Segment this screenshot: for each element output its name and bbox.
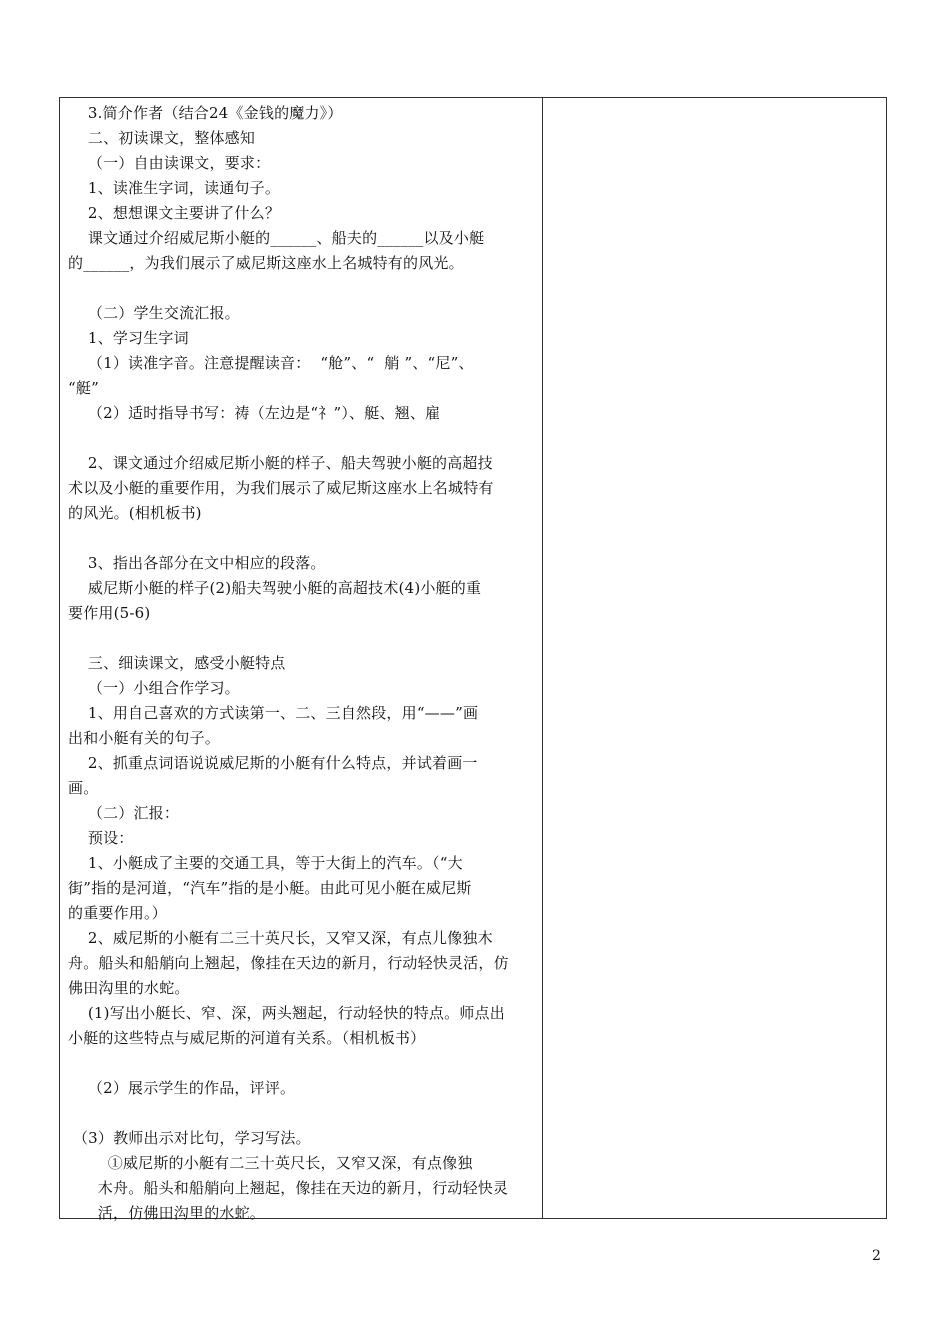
blank-line — [68, 426, 536, 451]
text-line: 术以及小艇的重要作用，为我们展示了威尼斯这座水上名城特有 — [68, 479, 494, 497]
text-line: （一）小组合作学习。 — [68, 679, 240, 697]
text-line: 3、指出各部分在文中相应的段落。 — [68, 554, 326, 572]
text-line: 三、细读课文，感受小艇特点 — [68, 654, 286, 672]
text-line: （二）学生交流汇报。 — [68, 304, 240, 322]
text-line: 1、读准生字词，读通句子。 — [68, 179, 281, 197]
text-line: 1、用自己喜欢的方式读第一、二、三自然段，用“——”画 — [68, 704, 479, 722]
text-line: （1）读准字音。注意提醒读音： “舱”、“ 艄 ”、“尼”、 — [68, 354, 474, 372]
text-line: 出和小艇有关的句子。 — [68, 729, 221, 747]
text-line: 1、小艇成了主要的交通工具，等于大街上的汽车。（“大 — [68, 854, 463, 872]
text-line: ①威尼斯的小艇有二三十英尺长，又窄又深，有点像独 — [68, 1154, 473, 1172]
text-line: （3）教师出示对比句，学习写法。 — [68, 1129, 311, 1147]
blank-line — [68, 526, 536, 551]
text-line: 的重要作用。） — [68, 904, 167, 922]
text-line: 课文通过介绍威尼斯小艇的______、船夫的______以及小艇 — [68, 229, 485, 247]
text-line: 的风光。(相机板书) — [68, 504, 202, 522]
column-divider — [542, 98, 543, 1218]
text-line: 活，仿佛田沟里的水蛇。 — [68, 1204, 266, 1222]
text-line: 2、课文通过介绍威尼斯小艇的样子、船夫驾驶小艇的高超技 — [68, 454, 493, 472]
text-line: 1、学习生字词 — [68, 329, 189, 347]
text-line: 木舟。船头和船艄向上翘起，像挂在天边的新月，行动轻快灵 — [68, 1179, 509, 1197]
text-line: （二）汇报： — [68, 804, 180, 822]
text-line: 街”指的是河道，“汽车”指的是小艇。由此可见小艇在威尼斯 — [68, 879, 472, 897]
text-line: 要作用(5-6) — [68, 604, 151, 622]
blank-line — [68, 276, 536, 301]
text-line: 3.简介作者（结合24《金钱的魔力》） — [68, 104, 343, 122]
text-line: 2、想想课文主要讲了什么？ — [68, 204, 281, 222]
text-line: （2）展示学生的作品，评评。 — [68, 1079, 296, 1097]
blank-line — [68, 1101, 536, 1126]
text-line: 2、威尼斯的小艇有二三十英尺长，又窄又深，有点儿像独木 — [68, 929, 493, 947]
text-line: 画。 — [68, 779, 99, 797]
blank-line — [68, 1051, 536, 1076]
text-line: 预设： — [68, 829, 134, 847]
lesson-content-cell — [68, 101, 536, 1226]
text-line: 二、初读课文，整体感知 — [68, 129, 256, 147]
text-line: 的______，为我们展示了威尼斯这座水上名城特有的风光。 — [68, 254, 464, 272]
blank-line — [68, 626, 536, 651]
text-line: 威尼斯小艇的样子(2)船夫驾驶小艇的高超技术(4)小艇的重 — [68, 579, 482, 597]
page-number: 2 — [872, 1248, 881, 1264]
text-line: 舟。船头和船艄向上翘起，像挂在天边的新月，行动轻快灵活，仿 — [68, 954, 509, 972]
text-line: 2、抓重点词语说说威尼斯的小艇有什么特点，并试着画一 — [68, 754, 478, 772]
text-line: “艇” — [68, 379, 99, 397]
text-line: 佛田沟里的水蛇。 — [68, 979, 190, 997]
text-line: （2）适时指导书写：祷（左边是“礻”）、艇、翘、雇 — [68, 404, 441, 422]
text-line: （一）自由读课文，要求： — [68, 154, 271, 172]
text-line: 小艇的这些特点与威尼斯的河道有关系。（相机板书） — [68, 1029, 426, 1047]
text-line: (1)写出小艇长、窄、深，两头翘起，行动轻快的特点。师点出 — [68, 1004, 505, 1022]
lesson-table — [59, 97, 887, 1222]
